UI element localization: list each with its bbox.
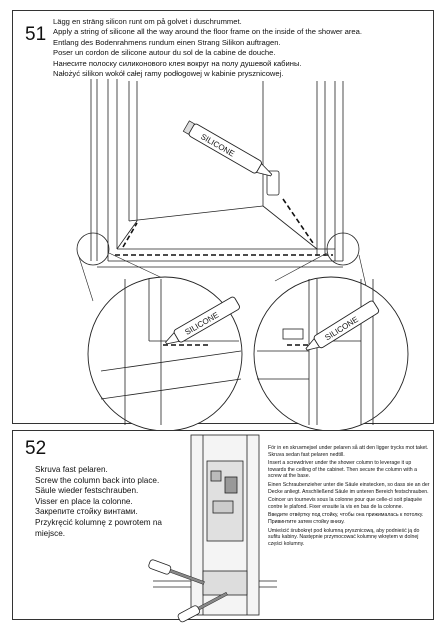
step-number: 51 bbox=[25, 24, 47, 45]
step-number: 52 bbox=[25, 438, 47, 459]
zoom-marker-left bbox=[77, 233, 109, 265]
instruction-line-de: Entlang des Bodenrahmens rundum einen Strang Silikon auftragen. bbox=[53, 37, 281, 47]
instruction-line-pl-cont: miejsce. bbox=[35, 528, 66, 538]
silicone-label: SILICONE bbox=[323, 314, 360, 343]
step-52-panel bbox=[12, 430, 434, 620]
step-51-panel bbox=[12, 10, 434, 424]
instruction-line-ru: Нанесите полоску силиконового клея вокруг на полу душевой кабины. bbox=[53, 58, 302, 68]
silicone-tube-top bbox=[183, 120, 275, 181]
instruction-line-fr: Poser un cordon de silicone autour du sol de la cabine de douche. bbox=[53, 48, 276, 58]
instruction-line-ru: Закрепите стойку винтами. bbox=[35, 507, 138, 517]
shower-floor-silicone-illustration bbox=[13, 11, 435, 425]
detail-paragraph-en: Insert a screwdriver under the shower column to leverage it up towards the ceiling of the cabinet. Then secure the column with a screw at the base. bbox=[268, 460, 417, 480]
instruction-line-pl: Nałożyć silikon wokół całej ramy podłogowej w kabinie prysznicowej. bbox=[53, 69, 284, 79]
detail-paragraph-de: Einen Schraubenzieher unter die Säule einstecken, so dass sie an der Decke anliegt. Anschließend Säule im unteren Bereich festschrauben. bbox=[268, 481, 430, 495]
instruction-line-de: Säule wieder festschrauben. bbox=[35, 486, 139, 496]
shower-column bbox=[153, 435, 277, 615]
silicone-label: SILICONE bbox=[183, 310, 221, 337]
instruction-line-sv: Skruva fast pelaren. bbox=[35, 465, 108, 474]
instruction-line-fr: Visser en place la colonne. bbox=[35, 496, 133, 506]
detail-circle-right bbox=[254, 277, 408, 431]
silicone-label: SILICONE bbox=[199, 132, 236, 159]
silicone-bead-path bbox=[115, 199, 333, 255]
detail-paragraph-pl: Umieścić śrubokręt pod kolumną prysznicową, aby podnieść ją do sufitu kabiny. Następnie przymocować kolumnę wkrętem w dolnej części kolumny. bbox=[268, 527, 420, 547]
instruction-line-sv: Lägg en sträng silicon runt om på golvet i duschrummet. bbox=[53, 17, 242, 26]
detail-paragraph-sv: För in en skruvmejsel under pelaren så att den ligger trycks mot taket. Skruva sedan fast pelaren nedtill. bbox=[268, 445, 429, 458]
instruction-line-pl: Przykręcić kolumnę z powrotem na bbox=[35, 517, 162, 527]
instruction-line-en: Apply a string of silicone all the way around the floor frame on the inside of the shower area. bbox=[53, 27, 362, 37]
detail-paragraph-ru: Введите отвёртку под стойку, чтобы она прижималась к потолку. Привинтите затем стойку внизу. bbox=[268, 512, 424, 525]
detail-circle-left bbox=[88, 277, 242, 431]
step-52-detail-text bbox=[268, 445, 430, 549]
instruction-line-en: Screw the column back into place. bbox=[35, 475, 160, 485]
detail-paragraph-fr: Coincer un tournevis sous la colonne pour que celle-ci soit plaquée contre le plafond. Fixer ensuite la vis en bas de la colonne. bbox=[268, 497, 422, 510]
shower-cabin-frame bbox=[91, 79, 343, 267]
